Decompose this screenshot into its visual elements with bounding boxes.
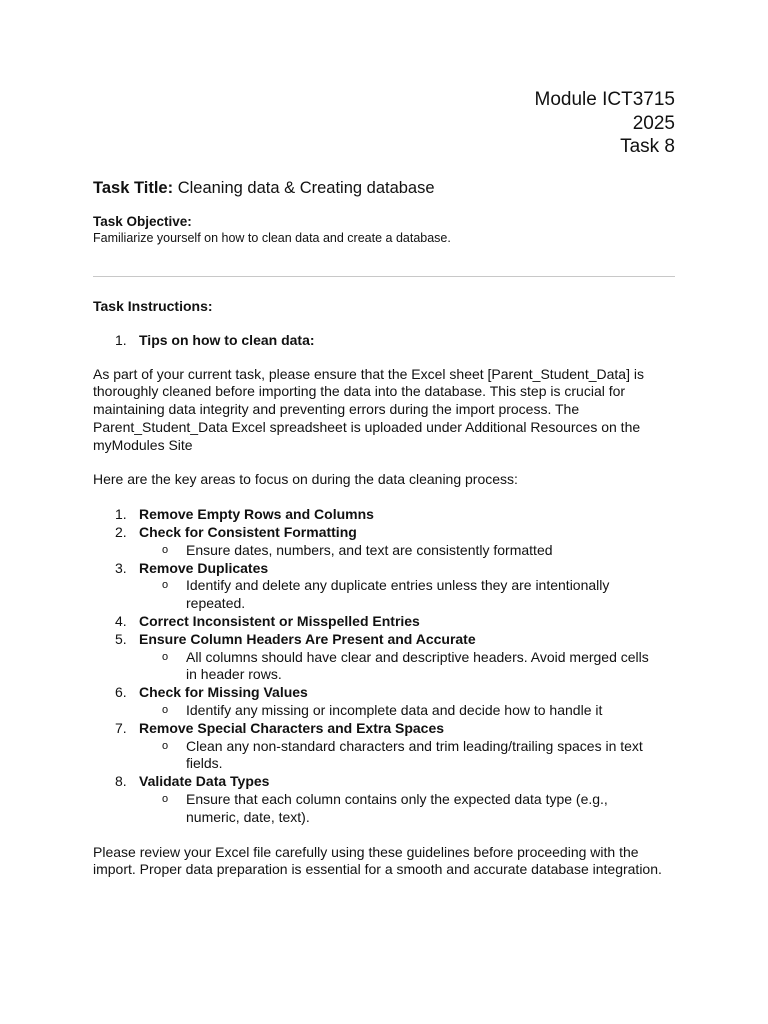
step-subpoint-text: All columns should have clear and descriptive headers. Avoid merged cells in header rows. <box>186 648 649 683</box>
step-subpoint <box>93 791 675 827</box>
step-subpoint-text: Clean any non-standard characters and trim leading/trailing spaces in text fields. <box>186 737 643 772</box>
intro-paragraph: As part of your current task, please ensure that the Excel sheet [Parent_Student_Data] is thoroughly cleaned before importing the data into the database. This step is crucial for maintaining data integrity and preventing errors during the import process. The Parent_Student_Data Excel spreadsheet is uploaded under Additional Resources on the myModules Site <box>93 365 644 453</box>
focus-intro: Here are the key areas to focus on during the data cleaning process: <box>93 471 518 488</box>
step-number: 6. <box>115 684 127 701</box>
step-label: Remove Special Characters and Extra Spaces <box>139 719 445 736</box>
step-number: 7. <box>115 719 127 736</box>
hollow-bullet-icon: o <box>162 739 169 752</box>
step-label: Remove Empty Rows and Columns <box>139 506 374 523</box>
step-number: 4. <box>115 613 127 630</box>
header-block <box>93 88 675 159</box>
document-page <box>93 88 675 879</box>
list-item <box>93 773 675 826</box>
tips-label: Tips on how to clean data: <box>139 331 315 348</box>
step-subpoint <box>93 542 675 560</box>
step-label: Correct Inconsistent or Misspelled Entries <box>139 613 420 630</box>
task-number: Task 8 <box>620 136 675 157</box>
step-label: Check for Consistent Formatting <box>139 524 357 541</box>
list-item <box>93 684 675 720</box>
list-item <box>93 560 675 613</box>
step-label: Remove Duplicates <box>139 559 269 576</box>
step-label: Ensure Column Headers Are Present and Accurate <box>139 630 476 647</box>
step-subpoint <box>93 702 675 720</box>
module-code: Module ICT3715 <box>534 89 675 110</box>
step-row <box>93 506 675 524</box>
objective-text: Familiarize yourself on how to clean data and create a database. <box>93 230 451 245</box>
step-row <box>93 613 675 631</box>
step-subpoint-text: Identify any missing or incomplete data and decide how to handle it <box>186 702 603 719</box>
step-number: 1. <box>115 506 127 523</box>
list-item <box>93 613 675 631</box>
list-item <box>93 506 675 524</box>
hollow-bullet-icon: o <box>162 543 169 556</box>
module-year: 2025 <box>632 112 675 134</box>
step-subpoint <box>93 738 675 774</box>
list-item <box>93 720 675 773</box>
step-number: 3. <box>115 559 127 576</box>
step-subpoint <box>93 577 675 613</box>
instructions-label: Task Instructions: <box>93 297 213 314</box>
list-item <box>93 524 675 560</box>
section-divider <box>93 276 675 277</box>
closing-paragraph: Please review your Excel file carefully using these guidelines before proceeding with the import. Proper data preparation is essential for a smooth and accurate database integration. <box>93 843 662 878</box>
hollow-bullet-icon: o <box>162 650 169 663</box>
step-subpoint <box>93 649 675 685</box>
step-row <box>93 684 675 702</box>
step-subpoint-text: Identify and delete any duplicate entries unless they are intentionally repeated. <box>186 577 610 612</box>
task-title-text: Cleaning data & Creating database <box>177 178 435 197</box>
objective-label: Task Objective: <box>93 213 192 229</box>
step-label: Validate Data Types <box>139 773 270 790</box>
step-row <box>93 773 675 791</box>
step-label: Check for Missing Values <box>139 684 308 701</box>
step-subpoint-text: Ensure that each column contains only the expected data type (e.g., numeric, date, text). <box>186 791 608 825</box>
step-row <box>93 524 675 542</box>
hollow-bullet-icon: o <box>162 704 169 717</box>
cleaning-steps-list <box>93 506 675 826</box>
tips-list <box>93 331 675 349</box>
step-row <box>93 720 675 738</box>
step-subpoint-text: Ensure dates, numbers, and text are consistently formatted <box>186 541 553 558</box>
task-title-label: Task Title: <box>93 178 174 197</box>
step-row <box>93 560 675 578</box>
step-number: 8. <box>115 773 127 790</box>
list-item <box>93 631 675 684</box>
hollow-bullet-icon: o <box>162 793 169 806</box>
tips-heading <box>93 331 675 349</box>
step-number: 2. <box>115 524 127 541</box>
tips-number: 1. <box>115 331 127 348</box>
step-number: 5. <box>115 630 127 647</box>
step-row <box>93 631 675 649</box>
hollow-bullet-icon: o <box>162 579 169 592</box>
task-title <box>93 178 675 198</box>
